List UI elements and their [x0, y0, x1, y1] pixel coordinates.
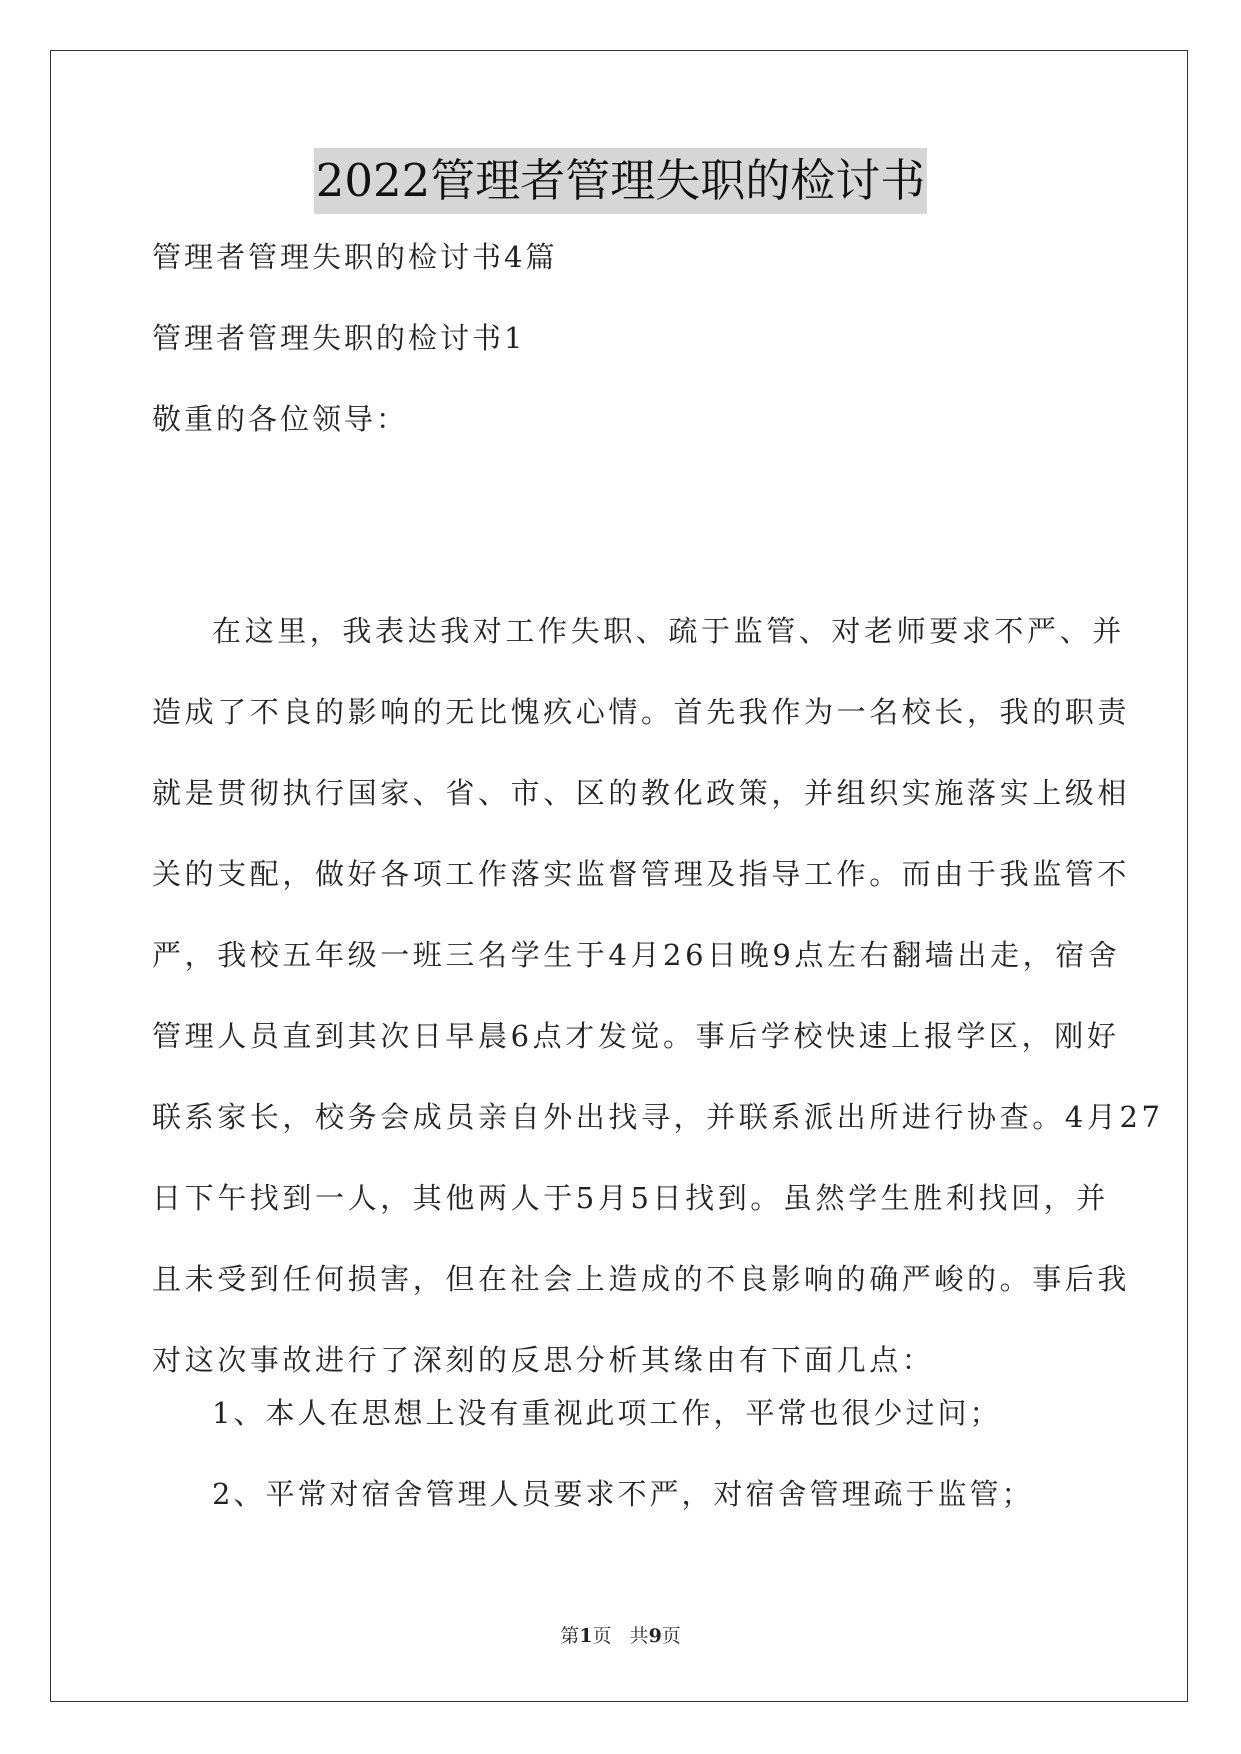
page-footer [0, 1624, 1241, 1648]
paragraph-line: 对这次事故进行了深刻的反思分析其缘由有下面几点： [152, 1343, 935, 1377]
paragraph-line: 就是贯彻执行国家、省、市、区的教化政策，并组织实施落实上级相 [152, 776, 1131, 810]
current-page-number: 1 [579, 1625, 593, 1647]
body-paragraph [152, 591, 1164, 1401]
salutation: 敬重的各位领导： [152, 402, 409, 436]
paragraph-line: 联系家长，校务会成员亲自外出找寻，并联系派出所进行协查。4月27 [152, 1100, 1164, 1134]
paragraph-line: 严，我校五年级一班三名学生于4月26日晚9点左右翻墙出走，宿舍 [152, 938, 1121, 972]
document-title: 2022管理者管理失职的检讨书 [314, 148, 928, 214]
paragraph-line: 关的支配，做好各项工作落实监督管理及指导工作。而由于我监管不 [152, 857, 1131, 891]
paragraph-line: 日下午找到一人，其他两人于5月5日找到。虽然学生胜利找回，并 [152, 1181, 1109, 1215]
list-item: 2、平常对宿舍管理人员要求不严，对宿舍管理疏于监管； [212, 1477, 1034, 1511]
document-subtitle: 管理者管理失职的检讨书4篇 [152, 240, 558, 274]
paragraph-line: 且未受到任何损害，但在社会上造成的不良影响的确严峻的。事后我 [152, 1262, 1131, 1296]
page-label-suffix: 页 [661, 1625, 681, 1647]
page-label-mid: 页 共 [592, 1625, 649, 1647]
paragraph-line: 造成了不良的影响的无比愧疚心情。首先我作为一名校长，我的职责 [152, 695, 1131, 729]
paragraph-line: 管理人员直到其次日早晨6点才发觉。事后学校快速上报学区，刚好 [152, 1019, 1120, 1053]
paragraph-line: 在这里，我表达我对工作失职、疏于监管、对老师要求不严、并 [212, 614, 1125, 648]
total-pages-number: 9 [648, 1625, 662, 1647]
list-item: 1、本人在思想上没有重视此项工作，平常也很少过问； [212, 1396, 1002, 1430]
title-container [0, 148, 1241, 214]
page-label-prefix: 第 [560, 1625, 580, 1647]
section-heading: 管理者管理失职的检讨书1 [152, 321, 526, 355]
